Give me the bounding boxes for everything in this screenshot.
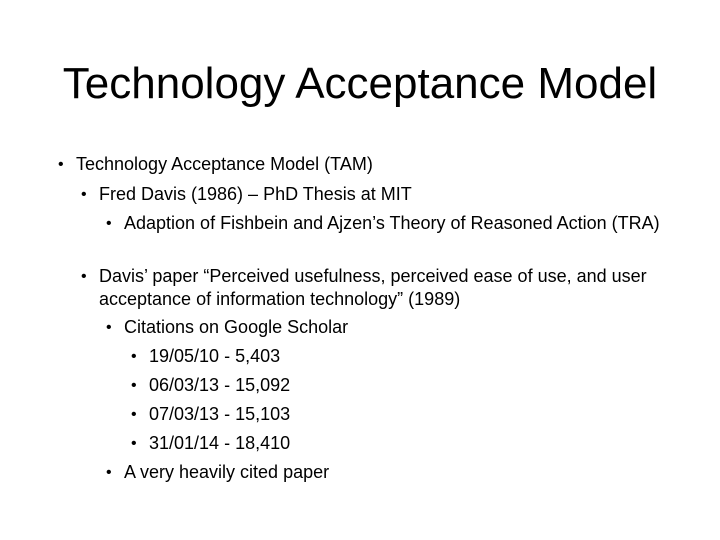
bullet-dot-icon: •: [131, 377, 137, 394]
bullet-item: [131, 345, 669, 368]
bullet-dot-icon: •: [106, 464, 112, 481]
bullet-text: 07/03/13 - 15,103: [149, 404, 291, 424]
bullet-text: Adaption of Fishbein and Ajzen’s Theory of Reasoned Action (TRA): [124, 213, 660, 233]
bullet-dot-icon: •: [81, 268, 87, 285]
bullet-text: Fred Davis (1986) – PhD Thesis at MIT: [99, 184, 412, 204]
bullet-dot-icon: •: [81, 186, 87, 203]
bullet-item: [81, 265, 669, 311]
bullet-text: Davis’ paper “Perceived usefulness, perceived ease of use, and user acceptance of information technology” (1989): [99, 266, 647, 309]
bullet-item: [106, 316, 674, 339]
bullet-item: [58, 153, 676, 176]
bullet-text: 31/01/14 - 18,410: [149, 433, 291, 453]
bullet-dot-icon: •: [106, 319, 112, 336]
bullet-item: [131, 403, 669, 426]
bullet-item: [81, 183, 679, 206]
bullet-item: [131, 374, 669, 397]
bullet-text: 19/05/10 - 5,403: [149, 346, 281, 366]
bullet-dot-icon: •: [131, 348, 137, 365]
bullet-item: [106, 461, 674, 484]
bullet-text: A very heavily cited paper: [124, 462, 330, 482]
bullet-item: [106, 212, 669, 235]
bullet-item: [131, 432, 669, 455]
bullet-dot-icon: •: [131, 406, 137, 423]
bullet-text: Technology Acceptance Model (TAM): [76, 154, 373, 174]
bullet-dot-icon: •: [58, 156, 64, 173]
bullet-dot-icon: •: [131, 435, 137, 452]
bullet-text: 06/03/13 - 15,092: [149, 375, 291, 395]
bullet-text: Citations on Google Scholar: [124, 317, 349, 337]
bullet-dot-icon: •: [106, 215, 112, 232]
slide-title: Technology Acceptance Model: [62, 59, 658, 108]
